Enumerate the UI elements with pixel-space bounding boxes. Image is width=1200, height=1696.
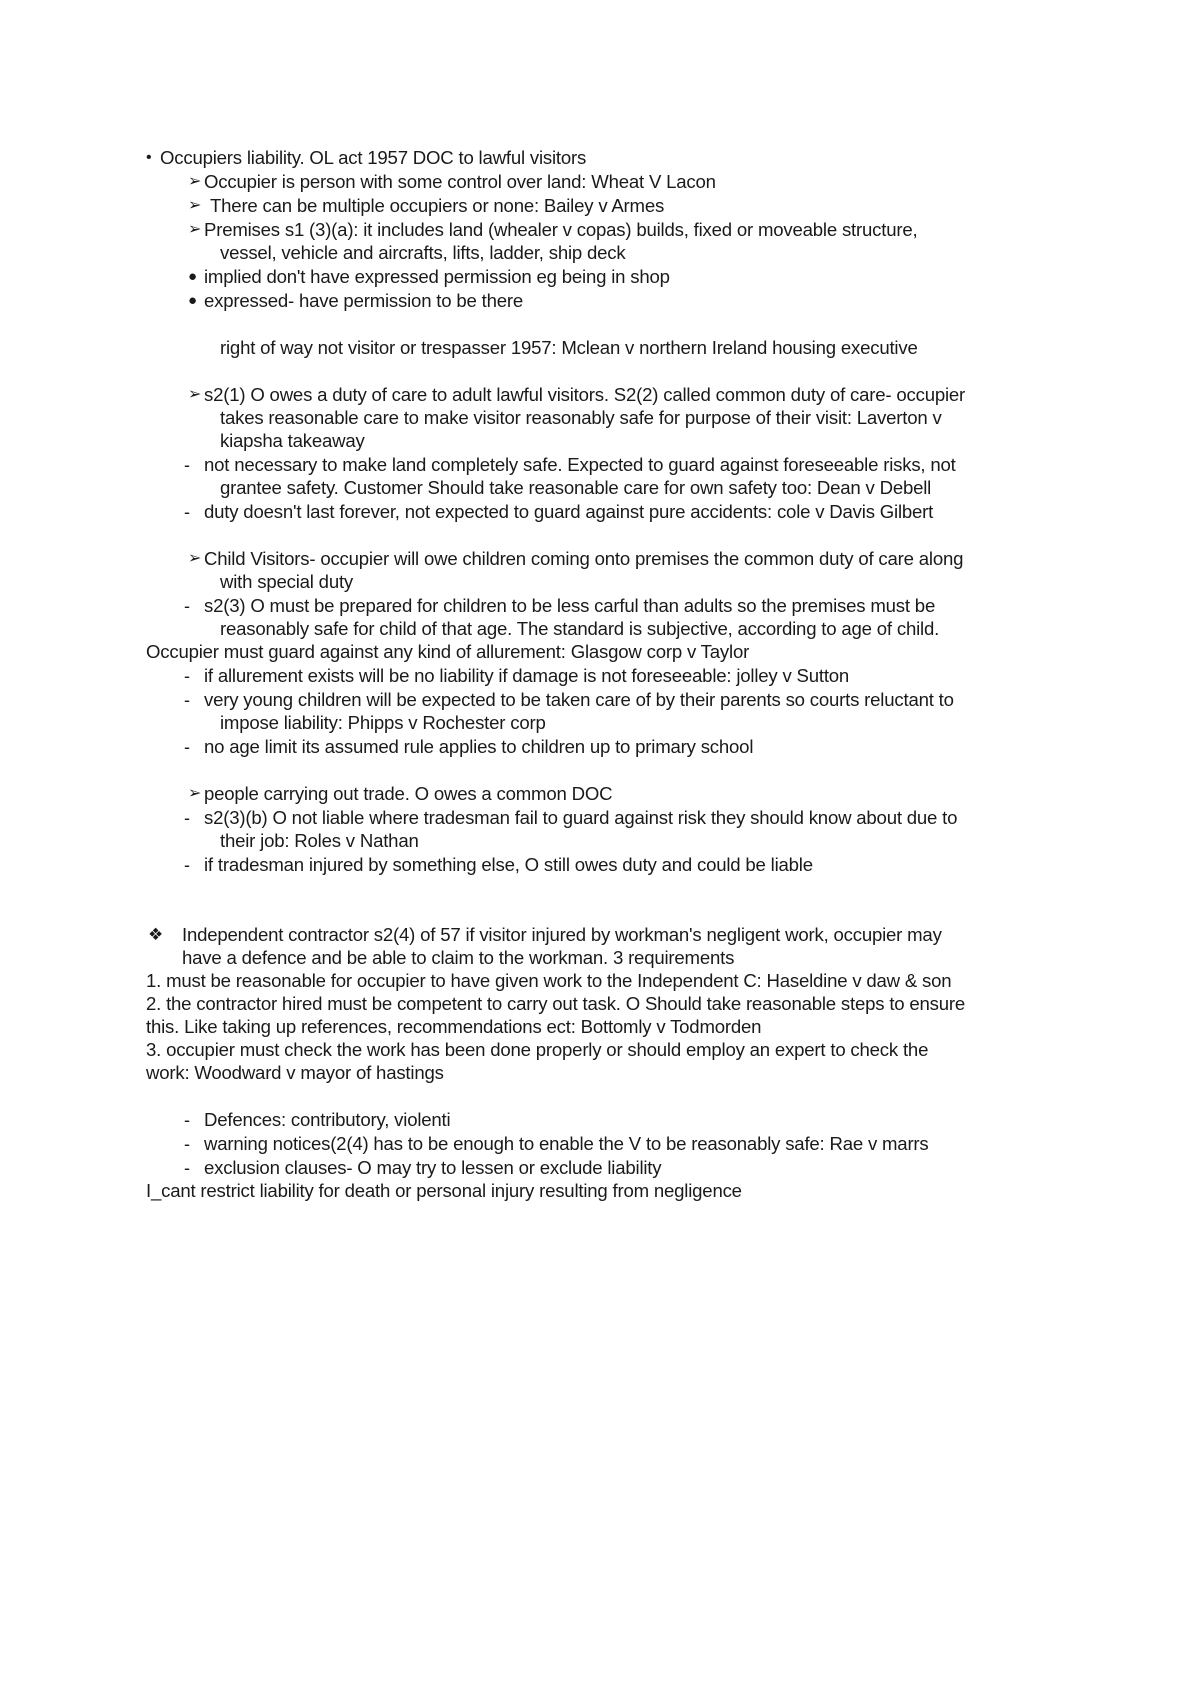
s21-line-2: takes reasonable care to make visitor reasonably safe for purpose of their visit: Laverton v [220,407,942,428]
dash-bullet-icon: - [184,502,190,522]
dot-bullet-icon: ● [188,292,198,309]
age-limit: no age limit its assumed rule applies to children up to primary school [204,736,754,757]
independent-contractor-line-1: Independent contractor s2(4) of 57 if visitor injured by workman's negligent work, occupier may [182,924,942,945]
dash-bullet-icon: - [184,596,190,616]
dash-bullet-icon: - [184,1134,190,1154]
dash-bullet-icon: - [184,808,190,828]
s23b-line-1: s2(3)(b) O not liable where tradesman fail to guard against risk they should know about due to [204,807,958,828]
arrow-bullet-icon: ➢ [188,386,202,403]
child-visitors-line-2: with special duty [220,571,354,592]
warning-notices: warning notices(2(4) has to be enough to enable the V to be reasonably safe: Rae v marrs [204,1133,929,1154]
arrow-bullet-icon: ➢ [188,785,202,802]
s23-line-2: reasonably safe for child of that age. The standard is subjective, according to age of child. [220,618,940,639]
premises-line-1: Premises s1 (3)(a): it includes land (whealer v copas) builds, fixed or moveable structure, [204,219,918,240]
dash-bullet-icon: - [184,455,190,475]
cant-restrict: I_cant restrict liability for death or personal injury resulting from negligence [146,1180,742,1201]
exclusion-clauses: exclusion clauses- O may try to lessen or exclude liability [204,1157,662,1178]
right-of-way: right of way not visitor or trespasser 1957: Mclean v northern Ireland housing executive [220,337,918,358]
requirement-1: 1. must be reasonable for occupier to have given work to the Independent C: Haseldine v daw & son [146,970,952,991]
duty-forever: duty doesn't last forever, not expected to guard against pure accidents: cole v Davis Gilbert [204,501,934,522]
independent-contractor-line-2: have a defence and be able to claim to the workman. 3 requirements [182,947,735,968]
arrow-bullet-icon: ➢ [188,221,202,238]
dash-bullet-icon: - [184,690,190,710]
s21-line-1: s2(1) O owes a duty of care to adult lawful visitors. S2(2) called common duty of care- occupier [204,384,966,405]
not-necessary-line-2: grantee safety. Customer Should take reasonable care for own safety too: Dean v Debell [220,477,932,498]
occupier-definition: Occupier is person with some control over land: Wheat V Lacon [204,171,716,192]
requirement-2-line-2: this. Like taking up references, recommendations ect: Bottomly v Todmorden [146,1016,762,1037]
dot-bullet-icon: ● [188,268,198,285]
young-children-line-2: impose liability: Phipps v Rochester corp [220,712,546,733]
dash-bullet-icon: - [184,855,190,875]
not-necessary-line-1: not necessary to make land completely safe. Expected to guard against foreseeable risks, not [204,454,956,475]
allurement-line: Occupier must guard against any kind of allurement: Glasgow corp v Taylor [146,641,750,662]
diamond-bullet-icon: ❖ [148,925,164,944]
requirement-3-line-1: 3. occupier must check the work has been done properly or should employ an expert to check the [146,1039,929,1060]
trade-people: people carrying out trade. O owes a common DOC [204,783,613,804]
s21-line-3: kiapsha takeaway [220,430,365,451]
young-children-line-1: very young children will be expected to be taken care of by their parents so courts reluctant to [204,689,954,710]
premises-line-2: vessel, vehicle and aircrafts, lifts, ladder, ship deck [220,242,626,263]
s23b-line-2: their job: Roles v Nathan [220,830,419,851]
requirement-3-line-2: work: Woodward v mayor of hastings [146,1062,444,1083]
dash-bullet-icon: - [184,737,190,757]
arrow-bullet-icon: ➢ [188,550,202,567]
expressed-permission: expressed- have permission to be there [204,290,523,311]
multiple-occupiers: There can be multiple occupiers or none: Bailey v Armes [210,195,665,216]
arrow-bullet-icon: ➢ [188,197,202,214]
tradesman-injured: if tradesman injured by something else, O still owes duty and could be liable [204,854,813,875]
dash-bullet-icon: - [184,666,190,686]
allurement-exists: if allurement exists will be no liability if damage is not foreseeable: jolley v Sutton [204,665,850,686]
small-bullet-icon: • [146,149,152,166]
document-heading: Occupiers liability. OL act 1957 DOC to lawful visitors [160,147,587,168]
requirement-2-line-1: 2. the contractor hired must be competent to carry out task. O Should take reasonable steps to ensure [146,993,966,1014]
defences: Defences: contributory, violenti [204,1109,451,1130]
child-visitors-line-1: Child Visitors- occupier will owe children coming onto premises the common duty of care along [204,548,964,569]
dash-bullet-icon: - [184,1110,190,1130]
s23-line-1: s2(3) O must be prepared for children to be less carful than adults so the premises must be [204,595,936,616]
arrow-bullet-icon: ➢ [188,173,202,190]
implied-permission: implied don't have expressed permission eg being in shop [204,266,670,287]
dash-bullet-icon: - [184,1158,190,1178]
